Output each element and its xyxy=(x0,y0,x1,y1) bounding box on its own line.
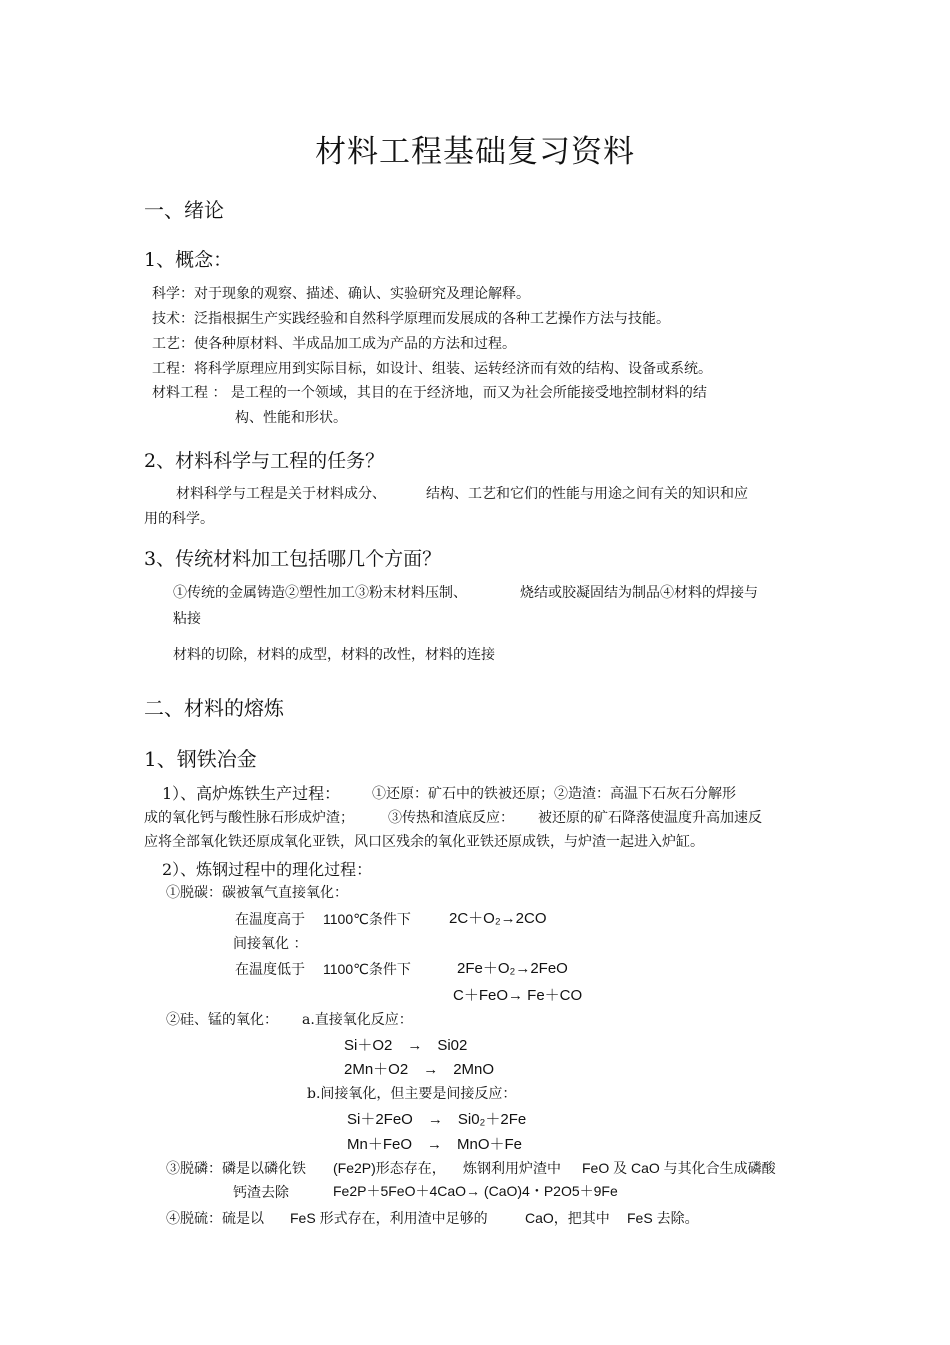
paragraph-text: ①还原：矿石中的铁被还原；②造渣：高温下石灰石分解形 xyxy=(372,786,736,802)
concept-line: 技术：泛指根据生产实践经验和自然科学原理而发展成的各种工艺操作方法与技能。 xyxy=(152,311,670,327)
equation: Si＋2FeO → Si0₂＋2Fe xyxy=(347,1111,527,1128)
step-decarburization: ①脱碳：碳被氧气直接氧化： xyxy=(166,885,348,901)
paragraph-text: (Fe2P)形态存在， xyxy=(333,1160,446,1176)
paragraph-text: 成的氧化钙与酸性脉石形成炉渣； xyxy=(144,810,354,826)
concept-line: 工程：将科学原理应用到实际目标，如设计、组装、运转经济而有效的结构、设备或系统。 xyxy=(152,361,712,377)
paragraph-text: 钙渣去除 xyxy=(233,1185,289,1201)
label-blast-furnace: 1）、高炉炼铁生产过程： xyxy=(162,784,341,803)
paragraph-text: 被还原的矿石降落使温度升高加速反 xyxy=(538,810,762,826)
subheading-traditional: 3、传统材料加工包括哪几个方面？ xyxy=(144,548,442,570)
equation: 2Mn＋O2 → 2MnO xyxy=(344,1061,495,1078)
concept-line: 工艺：使各种原材料、半成品加工成为产品的方法和过程。 xyxy=(152,336,516,352)
reaction-label: a.直接氧化反应： xyxy=(302,1012,413,1028)
reaction-label: b.间接氧化，但主要是间接反应： xyxy=(307,1086,517,1102)
paragraph-text: 炼钢利用炉渣中 xyxy=(463,1161,561,1177)
concept-line: 构、性能和形状。 xyxy=(235,410,347,426)
equation: 2C＋O₂→2CO xyxy=(449,910,547,927)
paragraph-text: 应将全部氧化铁还原成氧化亚铁，风口区残余的氧化亚铁还原成铁，与炉渣一起进入炉缸。 xyxy=(144,834,704,850)
paragraph-text: 结构、工艺和它们的性能与用途之间有关的知识和应 xyxy=(426,486,748,502)
equation: C＋FeO→ Fe＋CO xyxy=(453,987,583,1004)
step-si-mn-oxidation: ②硅、锰的氧化： xyxy=(166,1012,278,1028)
step-dephosphorization: ③脱磷：磷是以磷化铁 xyxy=(166,1161,306,1177)
subheading-steel: 1、钢铁冶金 xyxy=(144,747,257,771)
subheading-concepts: 1、概念： xyxy=(144,249,233,271)
page-title: 材料工程基础复习资料 xyxy=(315,134,635,170)
subheading-task: 2、材料科学与工程的任务？ xyxy=(144,450,385,472)
paragraph-text: 材料科学与工程是关于材料成分、 xyxy=(176,486,386,502)
equation: Si＋O2 → Si02 xyxy=(344,1037,468,1054)
paragraph-text: 烧结或胶凝固结为制品④材料的焊接与 xyxy=(520,585,758,601)
condition-text: 1100℃条件下 xyxy=(323,911,411,927)
equation: Fe2P＋5FeO＋4CaO→ (CaO)4・P2O5＋9Fe xyxy=(333,1183,618,1199)
equation: 2Fe＋O₂→2FeO xyxy=(457,960,568,977)
equation: Mn＋FeO → MnO＋Fe xyxy=(347,1136,523,1153)
section-heading-intro: 一、绪论 xyxy=(144,198,224,222)
paragraph-text: CaO，把其中 xyxy=(525,1210,610,1226)
concept-line: 科学：对于现象的观察、描述、确认、实验研究及理论解释。 xyxy=(152,286,530,302)
paragraph-text: FeS 形式存在，利用渣中足够的 xyxy=(290,1210,488,1226)
paragraph-text: FeS 去除。 xyxy=(627,1210,699,1226)
concept-line: 材料工程 ： 是工程的一个领域，其目的在于经济地，而又为社会所能接受地控制材料的结 xyxy=(152,385,707,401)
paragraph-text: 材料的切除，材料的成型，材料的改性，材料的连接 xyxy=(173,647,495,663)
condition-text: 在温度低于 xyxy=(235,962,305,978)
paragraph-text: FeO 及 CaO 与其化合生成磷酸 xyxy=(582,1160,776,1176)
paragraph-text: ①传统的金属铸造②塑性加工③粉末材料压制、 xyxy=(173,585,467,601)
label-steelmaking: 2）、炼钢过程中的理化过程： xyxy=(162,860,373,879)
step-desulfurization: ④脱硫：硫是以 xyxy=(166,1211,264,1227)
section-heading-smelting: 二、材料的熔炼 xyxy=(144,696,284,720)
condition-text: 在温度高于 xyxy=(235,912,305,928)
condition-text: 间接氧化 ： xyxy=(233,936,308,952)
paragraph-text: 粘接 xyxy=(173,611,201,627)
paragraph-text: 用的科学。 xyxy=(144,511,214,527)
paragraph-text: ③传热和渣底反应： xyxy=(388,810,514,826)
condition-text: 1100℃条件下 xyxy=(323,961,411,977)
